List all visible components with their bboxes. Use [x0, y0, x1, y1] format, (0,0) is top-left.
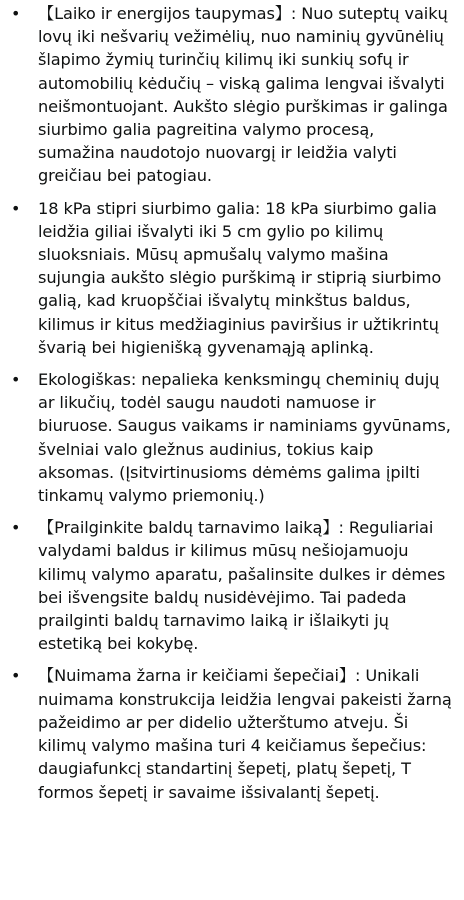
bullet-dot-icon: • [11, 518, 21, 538]
bullet-dot-icon: • [11, 666, 21, 686]
feature-bullet-list [8, 2, 454, 804]
bullet-dot-icon: • [11, 198, 21, 218]
feature-bullet-eco-friendly [8, 368, 454, 507]
feature-bullet-detachable-hose [8, 664, 454, 803]
feature-text: 18 kPa stipri siurbimo galia: 18 kPa siurbimo galia leidžia giliai išvalyti iki 5 cm gylio po kilimų sluoksniais. Mūsų apmušalų valymo mašina sujungia aukšto slėgio purškimą ir stiprią siurbimo galią, kad kruopščiai išvalytų minkštus baldus, kilimus ir kitus medžiaginius paviršius ir užtikrintų švarią bei higienišką gyvenamąją aplinką. [38, 198, 442, 357]
feature-text: 【Laiko ir energijos taupymas】: Nuo suteptų vaikų lovų iki nešvarių vežimėlių, nuo naminių gyvūnėlių šlapimo žymių turinčių kilimų iki sunkių sofų ir automobilių kėdučių – viską galima lengvai išvalyti neišmontuojant. Aukšto slėgio purškimas ir galinga siurbimo galia pagreitina valymo procesą, sumažina naudotojo nuovargį ir leidžia valyti greičiau bei patogiau. [38, 4, 448, 186]
bullet-dot-icon: • [11, 4, 21, 23]
feature-text: 【Prailginkite baldų tarnavimo laiką】: Reguliariai valydami baldus ir kilimus mūsų nešiojamuoju kilimų valymo aparatu, pašalinsite dulkes ir dėmes bei išvengsite baldų nusidėvėjimo. Tai padeda prailginti baldų tarnavimo laiką ir išlaikyti jų estetiką bei kokybę. [38, 518, 446, 654]
feature-text: 【Nuimama žarna ir keičiami šepečiai】: Unikali nuimama konstrukcija leidžia lengvai pakeisti žarną pažeidimo ar per didelio užterštumo atveju. Ši kilimų valymo mašina turi 4 keičiamus šepečius: daugiafunkcį standartinį šepetį, platų šepetį, T formos šepetį ir savaime išsivalantį šepetį. [38, 666, 452, 802]
feature-bullet-suction-power [8, 197, 454, 359]
bullet-dot-icon: • [11, 370, 21, 390]
feature-bullet-furniture-lifespan [8, 516, 454, 655]
feature-bullet-time-energy [8, 2, 454, 188]
feature-text: Ekologiškas: nepalieka kenksmingų cheminių dujų ar likučių, todėl saugu naudoti namuose ir biuruose. Saugus vaikams ir naminiams gyvūnams, švelniai valo gležnus audinius, tokius kaip aksomas. (Įsitvirtinusioms dėmėms galima įpilti tinkamų valymo priemonių.) [38, 370, 451, 506]
